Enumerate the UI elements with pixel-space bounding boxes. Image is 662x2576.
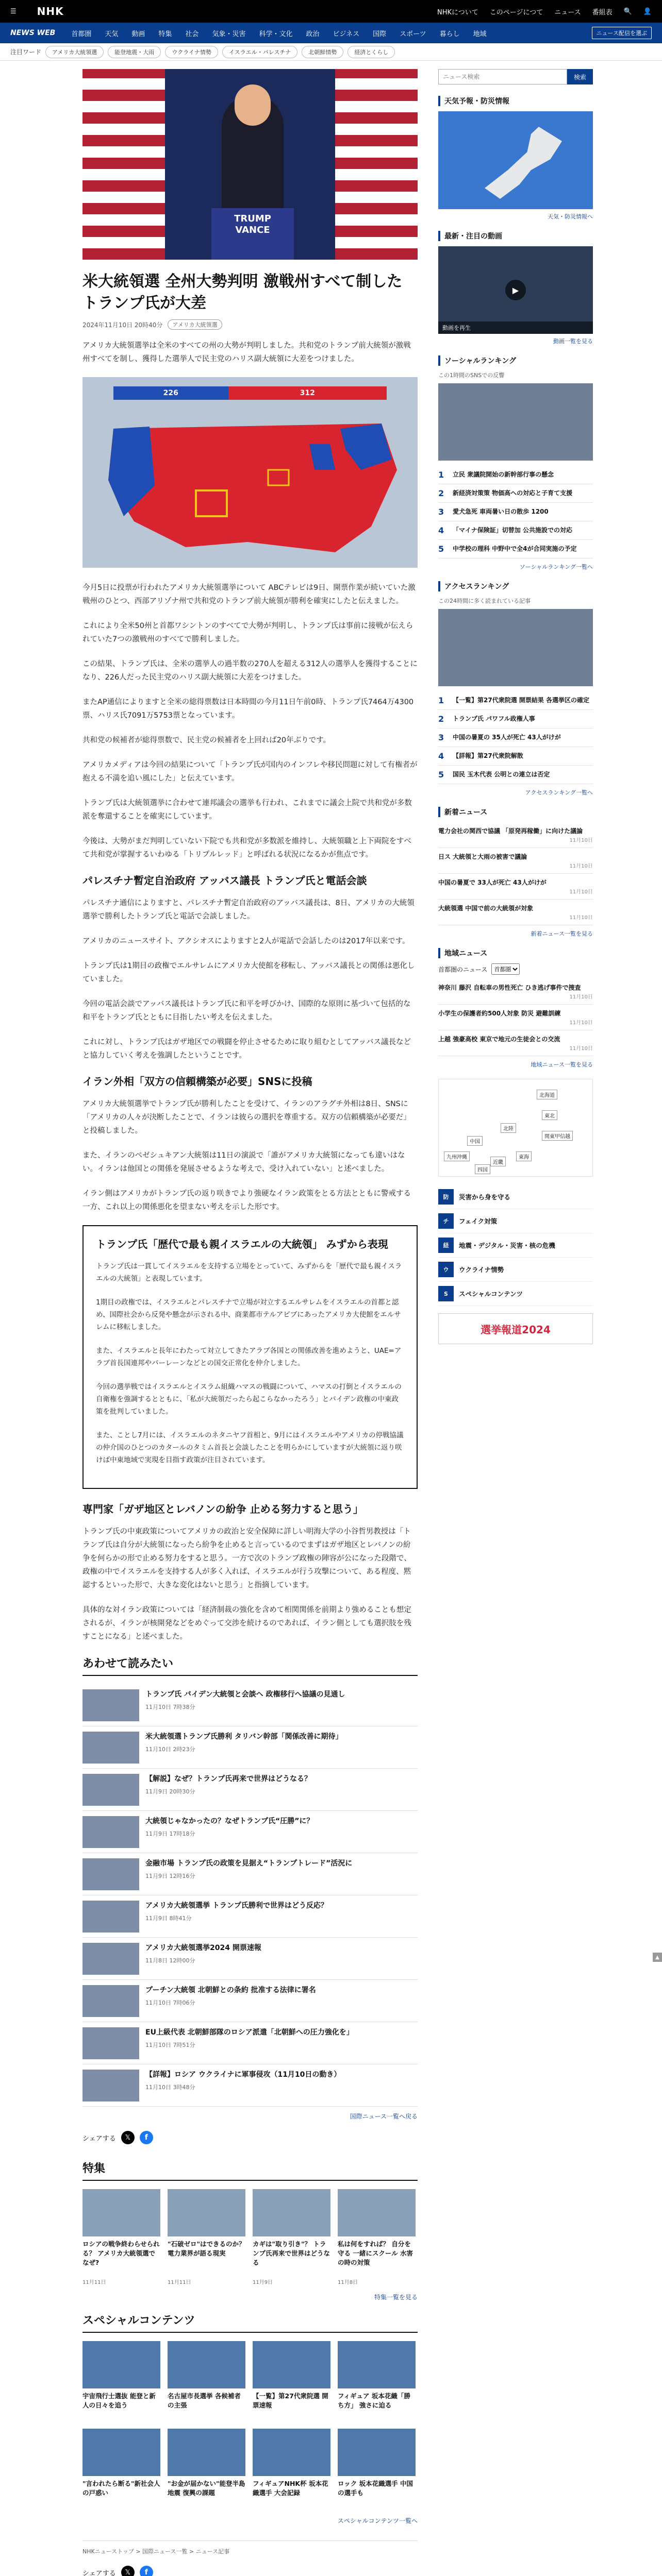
section-heading: イラン外相「双方の信頼構築が必要」SNSに投稿 xyxy=(82,1075,312,1088)
related-item[interactable] xyxy=(82,1726,418,1769)
paragraph: この結果、トランプ氏は、全米の選挙人の過半数の270人を超える312人の選挙人を獲得することになり、226人だった民主党のハリス副大統領に大差をつけました。 xyxy=(82,660,418,682)
feature-image[interactable] xyxy=(338,2189,416,2236)
ranking-item[interactable] xyxy=(438,766,593,784)
related-title[interactable]: トランプ氏 バイデン大統領と会談へ 政権移行へ協議の見通し xyxy=(145,1690,345,1699)
breadcrumb[interactable]: NHKニューストップ > 国際ニュース一覧 > ニュース記事 xyxy=(82,2540,418,2555)
video-heading: 最新・注目の動画 xyxy=(438,231,593,241)
feature-title[interactable]: カギは"取り引き"？ トランプ氏再来で世界はどうなる xyxy=(253,2240,330,2266)
special-card[interactable] xyxy=(82,2341,160,2420)
news-title[interactable]: 小学生の保護者約500人対象 防災 避難訓練 xyxy=(438,1010,561,1017)
news-title[interactable]: 大統領選 中国で前の大統領が対象 xyxy=(438,905,534,912)
special-heading: スペシャルコンテンツ xyxy=(82,2312,418,2333)
ranking-number: 1 xyxy=(438,696,444,705)
news-date: 11月10日 xyxy=(569,915,593,921)
related-date: 11月9日 12時16分 xyxy=(145,1873,195,1879)
access-subtitle: この24時間に多く読まれている記事 xyxy=(438,598,531,604)
related-text xyxy=(145,1816,313,1848)
related-heading: あわせて読みたい xyxy=(82,1655,418,1676)
nav-item[interactable]: ビジネス xyxy=(333,30,360,38)
feature-date: 11月9日 xyxy=(253,2280,273,2285)
search-icon[interactable]: 🔍 xyxy=(623,7,632,15)
feature-title[interactable]: ロシアの戦争終わらせられる？ アメリカ大統領選でなぜ? xyxy=(82,2240,160,2266)
feature-image[interactable] xyxy=(168,2189,245,2236)
feature-date: 11月11日 xyxy=(168,2280,191,2285)
subnav-label: 注目ワード xyxy=(10,48,42,56)
feature-image[interactable] xyxy=(82,2189,160,2236)
japan-shape xyxy=(485,127,562,199)
related-date: 11月10日 7時06分 xyxy=(145,1999,195,2006)
special-title[interactable]: 【一覧】第27代衆院選 開票速報 xyxy=(253,2392,328,2409)
related-title[interactable]: 金融市場 トランプ氏の政策を見据え“トランプトレード”活況に xyxy=(145,1859,353,1868)
related-text xyxy=(145,2027,354,2059)
access-image xyxy=(438,609,593,686)
social-more-link[interactable]: ソーシャルランキング一覧へ xyxy=(519,564,593,570)
paragraph: アメリカのニュースサイト、アクシオスによりますと2人が電話で会話したのは2017年以来です。 xyxy=(82,937,410,945)
related-text xyxy=(145,1774,311,1805)
account-icon[interactable]: 👤 xyxy=(643,7,652,15)
x-share-icon[interactable]: 𝕏 xyxy=(121,2566,135,2576)
news-date: 11月10日 xyxy=(569,994,593,1000)
new-heading: 新着ニュース xyxy=(438,807,593,817)
top-link-news[interactable]: ニュース xyxy=(554,8,581,16)
paragraph: トランプ氏は一貫してイスラエルを支持する立場をとっていて、みずからを「歴代で最も親イスラエルの大統領」と表現しています。 xyxy=(96,1262,402,1283)
facebook-share-icon[interactable]: f xyxy=(140,2566,153,2576)
ranking-item[interactable] xyxy=(438,466,593,484)
paragraph: 具体的な対イラン政策については「経済制裁の強化を含めて相関関係を前期より強めることも想定されるが、イランが核開発などをめぐって交渉を続けるのであれば、イラン側としても選択肢を残すことになる」と述べました。 xyxy=(82,1606,411,1641)
news-item[interactable] xyxy=(438,874,593,900)
feature-card[interactable] xyxy=(82,2189,160,2285)
topic-pill[interactable]: ウクライナ情勢 xyxy=(165,46,218,58)
ranking-number: 4 xyxy=(438,751,444,761)
ranking-item[interactable] xyxy=(438,710,593,728)
ranking-title[interactable]: 立民 衆議院開始の新幹部行事の懸念 xyxy=(453,471,554,478)
related-thumbnail[interactable] xyxy=(82,1689,139,1721)
social-heading: ソーシャルランキング xyxy=(438,355,593,366)
article-title: 米大統領選 全州大勢判明 激戦州すべて制したトランプ氏が大差 xyxy=(82,273,403,312)
news-date: 11月10日 xyxy=(569,1020,593,1026)
us-map-graphic xyxy=(93,408,407,563)
news-item[interactable] xyxy=(438,900,593,925)
ranking-number: 2 xyxy=(438,714,444,724)
side-link[interactable] xyxy=(438,1282,593,1306)
special-card[interactable] xyxy=(168,2429,245,2508)
paragraph: これにより全米50州と首都ワシントンのすべてで大勢が判明し、トランプ氏は事前に接戦が伝えられていた7つの激戦州のすべてで勝利しました。 xyxy=(82,622,413,643)
news-delivery-button[interactable]: ニュース配信を選ぶ xyxy=(592,27,652,39)
ranking-title[interactable]: 【一覧】第27代衆院選 開票結果 各選挙区の確定 xyxy=(453,697,590,704)
special-image[interactable] xyxy=(168,2429,245,2476)
feature-title[interactable]: "石破ゼロ"はできるのか？ 電力業界が語る現実 xyxy=(168,2240,245,2257)
related-title[interactable]: アメリカ大統領選挙2024 開票速報 xyxy=(145,1944,261,1952)
search-button[interactable]: 検索 xyxy=(567,69,593,84)
access-more-link[interactable]: アクセスランキング一覧へ xyxy=(525,789,593,796)
nav-item[interactable]: 地域 xyxy=(473,30,487,38)
special-image[interactable] xyxy=(338,2429,416,2476)
related-text xyxy=(145,1985,316,2016)
article-meta xyxy=(82,319,418,330)
nhk-logo[interactable]: NHK xyxy=(37,5,64,18)
article-lead: アメリカ大統領選挙は全米のすべての州の大勢が判明しました。共和党のトランプ前大統領が激戦州すべてを制し、獲得した選挙人で民主党のハリス副大統領に大差をつけました。 xyxy=(82,342,411,363)
side-link[interactable] xyxy=(438,1233,593,1258)
electoral-bar xyxy=(113,386,387,400)
paragraph: また、ことし7月には、イスラエルのネタニヤフ首相と、9月にはイスラエルやアメリカの停戦協議の仲介国のひとつのカタールのタミム首長と会談したことを明らかにしていますが大統領に返り咲けば中東地域で実現を目指す政策が注目されています。 xyxy=(96,1431,404,1464)
sub-nav xyxy=(0,43,662,61)
top-link-about[interactable]: NHKについて xyxy=(437,8,478,16)
related-title[interactable]: 米大統領選トランプ氏勝利 タリバン幹部「関係改善に期待」 xyxy=(145,1733,343,1741)
nav-item[interactable]: 気象・災害 xyxy=(212,30,246,38)
news-date: 11月10日 xyxy=(569,838,593,843)
share-bar xyxy=(82,2131,418,2144)
nav-item[interactable]: 社会 xyxy=(185,30,199,38)
dem-votes: 226 xyxy=(113,386,228,400)
ranking-number: 1 xyxy=(438,470,444,480)
flag-left xyxy=(82,69,165,260)
special-image[interactable] xyxy=(82,2341,160,2388)
ranking-item[interactable] xyxy=(438,503,593,521)
paragraph: トランプ氏は大統領選挙に合わせて連邦議会の選挙も行われ、これまでに議会上院で共和党が多数派を奪還することを確実にしています。 xyxy=(82,799,412,821)
paragraph: トランプ氏の中東政策についてアメリカの政治と安全保障に詳しい明海大学の小谷哲男教授は「トランプ氏は自分が大統領になったら紛争を止めると言っているのでまずはガザ地区とレバノンの紛争を何らかの形で止める努力をすると思う。一方で次のトランプ政権の陣容が公になった段階で、政権の中でイスラエルを支持する人が多く入れば、イスラエルが行う攻撃について、ある程度、黙認するといった形で、大きな変化はないと思う」と指摘しています。 xyxy=(82,1528,411,1589)
feature-title[interactable]: 私は何をすれば？ 自分を守る 一緒にスクール 水害の時の対策 xyxy=(338,2240,413,2266)
related-thumbnail[interactable] xyxy=(82,2027,139,2059)
ranking-number: 3 xyxy=(438,733,444,742)
article-tag[interactable]: アメリカ大統領選 xyxy=(168,319,222,330)
side-link-label[interactable]: スペシャルコンテンツ xyxy=(459,1290,523,1298)
video-caption: 動画を再生 xyxy=(438,321,593,334)
paragraph: これに対し、トランプ氏はガザ地区での戦闘を停止させるために取り組むとしてアッバス議長などと協力していく考えを強調したということです。 xyxy=(82,1038,411,1060)
region-button[interactable]: 中国 xyxy=(467,1136,483,1146)
side-link-icon: S xyxy=(438,1286,454,1301)
special-cards-row xyxy=(82,2429,418,2508)
news-title[interactable]: 日ス 大統領と大雨の被害で議論 xyxy=(438,853,527,860)
news-item[interactable] xyxy=(438,1030,593,1056)
hero-photo xyxy=(82,69,418,260)
special-card[interactable] xyxy=(253,2341,330,2420)
side-link-label[interactable]: フェイク対策 xyxy=(459,1217,498,1225)
special-card[interactable] xyxy=(338,2341,416,2420)
special-title[interactable]: フィギュアNHK杯 坂本花織選手 大会記録 xyxy=(253,2480,328,2497)
paragraph: またAP通信によりますと全米の総得票数は日本時間の今月11日午前0時、トランプ氏7464万4300票、ハリス氏7091万5753票となっています。 xyxy=(82,698,414,720)
related-date: 11月10日 7時38分 xyxy=(145,1704,195,1710)
paragraph: アメリカ大統領選挙でトランプ氏が勝利したことを受けて、イランのアラグチ外相は8日、SNSに「アメリカの人々が決断したことで、イランは彼らの選択を尊重する。双方の信頼構築が必要だ」と投稿しました。 xyxy=(82,1100,411,1135)
feature-date: 11月11日 xyxy=(82,2280,106,2285)
access-ranking-list xyxy=(438,691,593,784)
side-link-label[interactable]: 地震・デジタル・災害・核の危機 xyxy=(459,1242,555,1249)
top-link-page[interactable]: このページにつて xyxy=(489,8,543,16)
paragraph: また、イスラエルと長年にわたって対立してきたアラブ各国との関係改善を進めようと、UAE=アラブ首長国連邦やバーレーンなどとの国交正常化を仲介しました。 xyxy=(96,1347,402,1367)
region-button[interactable]: 北海道 xyxy=(537,1090,557,1099)
weather-heading: 天気予報・防災情報 xyxy=(438,96,593,106)
related-thumbnail[interactable] xyxy=(82,1816,139,1848)
flag-right xyxy=(335,69,418,260)
side-link[interactable] xyxy=(438,1258,593,1282)
side-links xyxy=(438,1185,593,1306)
ranking-title[interactable]: 中国の暑夏の 35人が死亡 43人がけが xyxy=(453,734,561,741)
feature-image[interactable] xyxy=(253,2189,330,2236)
nav-item[interactable]: 国際 xyxy=(373,30,387,38)
region-map xyxy=(438,1079,593,1177)
social-subtitle: この1時間のSNSでの反響 xyxy=(438,372,505,379)
related-thumbnail[interactable] xyxy=(82,1858,139,1890)
region-select[interactable] xyxy=(491,963,520,975)
related-item[interactable] xyxy=(82,1684,418,1726)
related-text xyxy=(145,1943,261,1974)
play-icon[interactable]: ▶ xyxy=(505,280,526,300)
new-news-list xyxy=(438,822,593,925)
related-text xyxy=(145,1858,352,1890)
news-title[interactable]: 上越 強豪高校 東京で地元の生徒会との交流 xyxy=(438,1036,560,1043)
ranking-number: 5 xyxy=(438,770,444,779)
ranking-title[interactable]: 「マイナ保険証」切替加 公共施設での対応 xyxy=(453,527,572,534)
related-date: 11月9日 17時18分 xyxy=(145,1831,195,1837)
related-title[interactable]: EU上級代表 北朝鮮部隊のロシア派遣「北朝鮮への圧力強化を」 xyxy=(145,2028,354,2037)
paragraph: アメリカメディアは今回の結果について「トランプ氏が国内のインフレや移民問題に対して有権者が抱える不満を追い風にした」と伝えています。 xyxy=(82,761,418,783)
nav-item[interactable]: スポーツ xyxy=(400,30,426,38)
related-item[interactable] xyxy=(82,1980,418,2022)
paragraph: パレスチナ通信によりますと、パレスチナ暫定自治政府のアッバス議長は、8日、アメリカの大統領選挙で勝利したトランプ氏と電話で会談しました。 xyxy=(82,899,415,921)
facebook-share-icon[interactable]: f xyxy=(140,2131,153,2144)
region-button[interactable]: 四国 xyxy=(475,1164,490,1174)
related-thumbnail[interactable] xyxy=(82,2070,139,2102)
article-date: 2024年11月10日 20時40分 xyxy=(82,321,163,329)
special-card[interactable] xyxy=(253,2429,330,2508)
topic-pill[interactable]: 経済とくらし xyxy=(347,46,395,58)
related-more-link[interactable]: 国際ニュース一覧へ戻る xyxy=(350,2113,418,2120)
related-date: 11月8日 12時00分 xyxy=(145,1957,195,1964)
feature-card[interactable] xyxy=(168,2189,245,2285)
news-item[interactable] xyxy=(438,822,593,848)
news-item[interactable] xyxy=(438,848,593,874)
features-heading: 特集 xyxy=(82,2160,418,2181)
special-image[interactable] xyxy=(253,2429,330,2476)
related-title[interactable]: プーチン大統領 北朝鮮との条約 批准する法律に署名 xyxy=(145,1986,316,1994)
rep-votes: 312 xyxy=(228,386,387,400)
menu-icon[interactable]: ☰ xyxy=(10,7,16,15)
main-nav xyxy=(0,23,662,43)
topic-pill[interactable]: 能登地震・大雨 xyxy=(108,46,161,58)
paragraph: トランプ氏は1期目の政権でエルサレムにアメリカ大使館を移転し、アッバス議長との関係は悪化していました。 xyxy=(82,962,415,984)
nav-item[interactable]: 首都圏 xyxy=(71,30,92,38)
feature-cards xyxy=(82,2189,418,2285)
region-button[interactable]: 近畿 xyxy=(490,1157,506,1166)
related-thumbnail[interactable] xyxy=(82,1732,139,1764)
ranking-title[interactable]: 愛犬急死 車両暑い日の散歩 1200 xyxy=(453,508,549,515)
weather-more-link[interactable]: 天気・防災情報へ xyxy=(548,213,593,220)
share-bar-bottom xyxy=(82,2566,418,2576)
topic-pill[interactable]: アメリカ大統領選 xyxy=(45,46,104,58)
topic-pill[interactable]: 北朝鮮情勢 xyxy=(302,46,343,58)
special-card[interactable] xyxy=(338,2429,416,2508)
related-text xyxy=(145,2070,341,2101)
side-link[interactable] xyxy=(438,1185,593,1209)
news-date: 11月10日 xyxy=(569,889,593,895)
ranking-item[interactable] xyxy=(438,691,593,710)
podium-sign: TRUMP VANCE xyxy=(234,213,271,235)
related-date: 11月9日 20時30分 xyxy=(145,1788,195,1795)
share-label: シェアする xyxy=(82,2134,116,2143)
special-image[interactable] xyxy=(253,2341,330,2388)
scroll-top-icon[interactable]: ▲ xyxy=(653,1953,662,1962)
box-heading: トランプ氏「歴代で最も親イスラエルの大統領」 みずから表現 xyxy=(96,1238,388,1250)
related-item[interactable] xyxy=(82,1811,418,1853)
ranking-title[interactable]: 国民 玉木代表 公明との連立は否定 xyxy=(453,771,550,778)
special-card[interactable] xyxy=(82,2429,160,2508)
news-item[interactable] xyxy=(438,979,593,1005)
paragraph: また、イランのペゼシュキアン大統領は11日の演説で「誰がアメリカ大統領になっても違いはない。イランは他国との関係を発展させるような考えで、受け入れていない」と述べました。 xyxy=(82,1151,405,1173)
new-more-link[interactable]: 新着ニュース一覧を見る xyxy=(531,930,593,937)
special-card[interactable] xyxy=(168,2341,245,2420)
side-link-icon: 経 xyxy=(438,1238,454,1253)
news-date: 11月10日 xyxy=(569,1046,593,1052)
election-banner[interactable]: 選挙報道2024 xyxy=(438,1313,593,1344)
related-title[interactable]: 大統領じゃなかったの？なぜトランプ氏“圧勝”に？ xyxy=(145,1817,314,1825)
nav-item[interactable]: 天気 xyxy=(105,30,119,38)
ranking-title[interactable]: トランプ氏 パワフル政権人事 xyxy=(453,715,535,722)
features-more-link[interactable]: 特集一覧を見る xyxy=(374,2294,418,2301)
region-button[interactable]: 北陸 xyxy=(501,1123,516,1133)
ranking-item[interactable] xyxy=(438,540,593,558)
feature-date: 11月8日 xyxy=(338,2280,358,2285)
paragraph: 今回の電話会談でアッバス議長はトランプ氏に和平を呼びかけ、国際的な原則に基づいて包括的な和平をトランプ氏とともに目指したい考えを伝えました。 xyxy=(82,1000,411,1022)
related-date: 11月10日 2時23分 xyxy=(145,1746,195,1753)
nav-item[interactable]: 動画 xyxy=(131,30,145,38)
paragraph: 今月5日に投票が行われたアメリカ大統領選挙について ABCテレビは9日、開票作業が続いていた激戦州のひとつ、西部アリゾナ州で共和党のトランプ前大統領が勝利を確実にしたと伝えました。 xyxy=(82,584,416,605)
news-title[interactable]: 電力会社の関西で協議 「原発再稼働」に向けた議論 xyxy=(438,827,583,835)
region-button[interactable]: 東海 xyxy=(516,1151,532,1161)
election-map xyxy=(82,377,418,568)
special-image[interactable] xyxy=(168,2341,245,2388)
special-title[interactable]: "言われたら断る"新社会人の戸惑い xyxy=(82,2480,160,2497)
social-ranking-list xyxy=(438,466,593,558)
related-date: 11月10日 3時48分 xyxy=(145,2084,195,2091)
news-item[interactable] xyxy=(438,1005,593,1030)
special-title[interactable]: ロック 坂本花織選手 中国の選手も xyxy=(338,2480,413,2497)
nav-item[interactable]: 暮らし xyxy=(439,30,460,38)
speaker-face xyxy=(235,84,271,126)
video-more-link[interactable]: 動画一覧を見る xyxy=(553,338,593,345)
region-label: 首都圏のニュース xyxy=(438,965,488,973)
special-image[interactable] xyxy=(82,2429,160,2476)
related-thumbnail[interactable] xyxy=(82,1774,139,1806)
ranking-number: 2 xyxy=(438,488,444,498)
ranking-title[interactable]: 新経済対策策 物価高への対応と子育て支援 xyxy=(453,489,573,497)
related-title[interactable]: 【解説】なぜ？トランプ氏再来で世界はどうなる？ xyxy=(145,1775,311,1783)
news-search xyxy=(438,69,593,84)
ranking-item[interactable] xyxy=(438,521,593,540)
section-heading: 専門家「ガザ地区とレバノンの紛争 止める努力すると思う」 xyxy=(82,1503,363,1515)
ranking-item[interactable] xyxy=(438,728,593,747)
ranking-number: 4 xyxy=(438,526,444,535)
related-thumbnail[interactable] xyxy=(82,1943,139,1975)
related-item[interactable] xyxy=(82,1769,418,1811)
related-list xyxy=(82,1684,418,2107)
side-link-icon: 防 xyxy=(438,1189,454,1205)
special-image[interactable] xyxy=(338,2341,416,2388)
nav-item[interactable]: 政治 xyxy=(306,30,320,38)
side-link-icon: ウ xyxy=(438,1262,454,1277)
related-text xyxy=(145,1901,328,1932)
feature-card[interactable] xyxy=(338,2189,416,2285)
nav-item[interactable]: 科学・文化 xyxy=(259,30,293,38)
video-player[interactable] xyxy=(438,246,593,334)
nav-item[interactable]: 特集 xyxy=(158,30,172,38)
related-date: 11月10日 7時51分 xyxy=(145,2042,195,2048)
paragraph: イラン側はアメリカがトランプ氏の返り咲きでより強硬なイラン政策をとる方法とともに警戒する一方、これ以上の関係悪化を望まない考えを示した形です。 xyxy=(82,1190,411,1211)
related-title[interactable]: アメリカ大統領選挙 トランプ氏勝利で世界はどう反応？ xyxy=(145,1902,328,1910)
region-news-list xyxy=(438,979,593,1056)
paragraph: 今回の選挙戦ではイスラエルとイスラム組織ハマスの戦闘について、ハマスの打倒とイスラエルの自衛権を強調するとともに、「私が大統領だったら起こらなかったろう」とバイデン政権の中東政策を批判していました。 xyxy=(96,1383,402,1416)
region-button[interactable]: 東北 xyxy=(542,1110,557,1120)
weather-map[interactable] xyxy=(438,111,593,209)
sidebar xyxy=(438,69,593,2576)
section-heading: パレスチナ暫定自治政府 アッバス議長 トランプ氏と電話会談 xyxy=(82,874,367,887)
top-link-program[interactable]: 番組表 xyxy=(592,8,613,16)
ranking-title[interactable]: 中学校の理科 中野中で全4が合同実施の予定 xyxy=(453,545,577,552)
x-share-icon[interactable]: 𝕏 xyxy=(121,2131,135,2144)
side-link[interactable] xyxy=(438,1209,593,1233)
search-input[interactable] xyxy=(438,69,567,84)
special-title[interactable]: フィギュア 坂本花織「勝ち方」 強さに迫る xyxy=(338,2392,410,2409)
news-date: 11月10日 xyxy=(569,863,593,869)
related-item[interactable] xyxy=(82,1853,418,1895)
side-link-icon: チ xyxy=(438,1213,454,1229)
ranking-title[interactable]: 【詳報】第27代衆院解散 xyxy=(453,752,523,759)
feature-card[interactable] xyxy=(253,2189,330,2285)
paragraph: 今後は、大勢がまだ判明していない下院でも共和党が多数派を維持し、大統領職と上下両院をすべて共和党が掌握するいわゆる「トリプルレッド」と呼ばれる状況になるかが焦点です。 xyxy=(82,837,411,859)
special-cards-row xyxy=(82,2341,418,2420)
region-heading: 地域ニュース xyxy=(438,948,593,958)
ranking-number: 5 xyxy=(438,544,444,554)
ranking-item[interactable] xyxy=(438,484,593,503)
region-more-link[interactable]: 地域ニュース一覧を見る xyxy=(531,1061,593,1068)
related-item[interactable] xyxy=(82,2064,418,2107)
social-image xyxy=(438,383,593,461)
related-item[interactable] xyxy=(82,1895,418,1938)
top-bar xyxy=(0,0,662,23)
side-link-label[interactable]: 災害から身を守る xyxy=(459,1193,511,1201)
sidebar-box xyxy=(82,1225,418,1489)
paragraph: 共和党の候補者が総得票数で、民主党の候補者を上回れば20年ぶりです。 xyxy=(82,736,330,744)
special-title[interactable]: 宇宙飛行士選抜 能登と新人の日々を追う xyxy=(82,2392,156,2409)
news-title[interactable]: 神奈川 藤沢 自転車の男性死亡 ひき逃げ事件で捜査 xyxy=(438,984,581,991)
related-date: 11月9日 8時41分 xyxy=(145,1915,192,1922)
related-thumbnail[interactable] xyxy=(82,1985,139,2017)
topic-pill[interactable]: イスラエル・パレスチナ xyxy=(222,46,297,58)
special-more-link[interactable]: スペシャルコンテンツ一覧へ xyxy=(337,2517,418,2524)
region-button[interactable]: 関東甲信越 xyxy=(542,1131,573,1141)
news-title[interactable]: 中国の暑夏で 33人が死亡 43人がけが xyxy=(438,879,547,886)
article-main xyxy=(82,69,418,2576)
related-item[interactable] xyxy=(82,1938,418,1980)
share-label: シェアする xyxy=(82,2569,116,2576)
paragraph: 1期目の政権では、イスラエルとパレスチナで立場が対立するエルサレムをイスラエルの首都と認め、国際社会から反発や懸念が示される中、商業都市テルアビブにあったアメリカ大使館をエルサレムに移転しました。 xyxy=(96,1298,401,1331)
special-title[interactable]: "お金が届かない"能登半島地震 復興の課題 xyxy=(168,2480,245,2497)
special-title[interactable]: 名古屋市長選挙 各候補者の主張 xyxy=(168,2392,241,2409)
related-item[interactable] xyxy=(82,2022,418,2064)
related-thumbnail[interactable] xyxy=(82,1901,139,1933)
region-button[interactable]: 九州沖縄 xyxy=(444,1151,470,1161)
access-heading: アクセスランキング xyxy=(438,581,593,591)
ranking-item[interactable] xyxy=(438,747,593,766)
side-link-label[interactable]: ウクライナ情勢 xyxy=(459,1266,504,1274)
news-web-logo[interactable]: NEWS WEB xyxy=(10,29,56,37)
related-text xyxy=(145,1732,342,1763)
related-title[interactable]: 【詳報】ロシア ウクライナに軍事侵攻（11月10日の動き） xyxy=(145,2071,341,2079)
related-text xyxy=(145,1689,345,1721)
region-selector xyxy=(438,963,593,975)
ranking-number: 3 xyxy=(438,507,444,517)
